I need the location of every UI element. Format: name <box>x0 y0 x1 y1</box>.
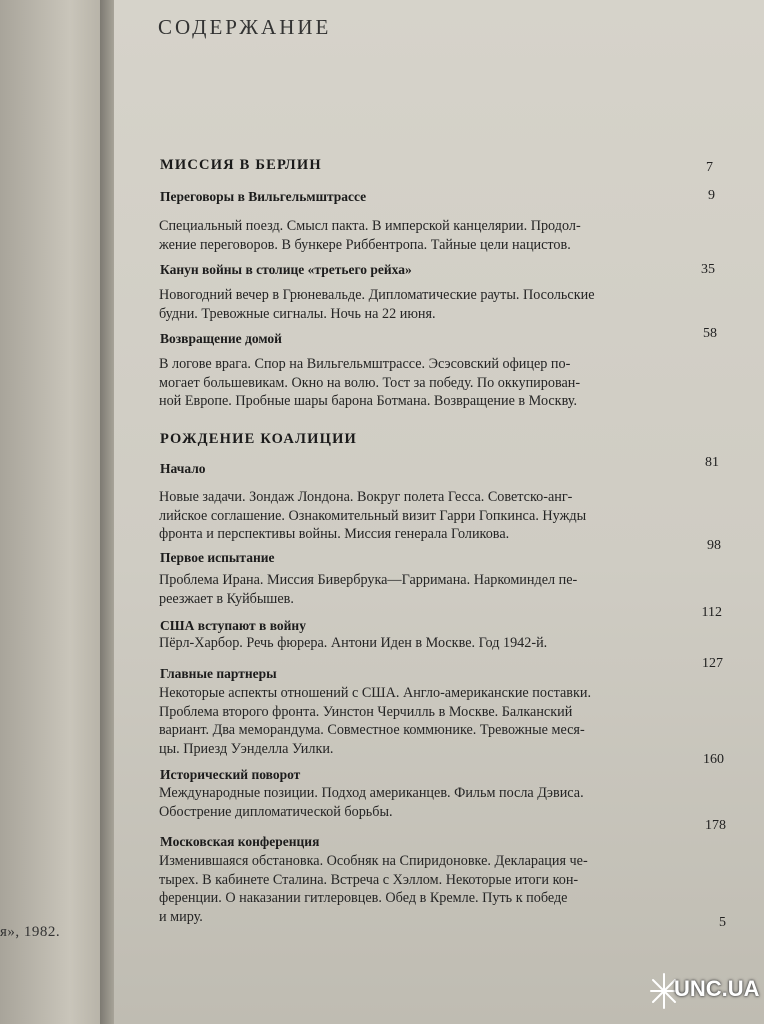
chapter-title: Канун войны в столице «третьего рейха» <box>160 262 412 277</box>
previous-page <box>0 0 100 1024</box>
chapter-description <box>159 684 591 758</box>
description-line: ной Европе. Пробные шары барона Ботмана. Возвращение в Москву. <box>159 393 578 409</box>
description-line: лийское соглашение. Ознакомительный визит Гарри Гопкинса. Нужды <box>159 507 587 524</box>
description-line: цы. Приезд Уэнделла Уилки. <box>159 740 334 757</box>
page-title: СОДЕРЖАНИЕ <box>158 15 332 39</box>
description-line: В логове врага. Спор на Вильгельмштрассе. Эсэсовский офицер по- <box>159 356 571 372</box>
chapter-title: США вступают в войну <box>160 618 306 633</box>
chapter-description <box>159 852 588 926</box>
description-line: реезжает в Куйбышев. <box>159 590 294 607</box>
description-line: Специальный поезд. Смысл пакта. В имперской канцелярии. Продол- <box>159 218 581 234</box>
description-line: Новые задачи. Зондаж Лондона. Вокруг полета Гесса. Советско-анг- <box>159 489 573 505</box>
chapter-page-number: 98 <box>707 538 721 553</box>
part-page-number: 7 <box>706 160 713 175</box>
description-line: Международные позиции. Подход американцев. Фильм посла Дэвиса. <box>159 785 584 801</box>
description-line: Новогодний вечер в Грюневальде. Дипломатические рауты. Посольские <box>159 287 595 303</box>
chapter-page-number: 112 <box>701 605 722 620</box>
chapter-page-number: 178 <box>705 818 726 833</box>
description-line: и миру. <box>159 908 203 925</box>
description-line: Некоторые аспекты отношений с США. Англо-американские поставки. <box>159 685 591 701</box>
chapter-title: Главные партнеры <box>160 666 277 681</box>
chapter-description <box>159 488 586 544</box>
chapter-page-number: 58 <box>703 326 717 341</box>
description-line: могает большевикам. Окно на волю. Тост за победу. По оккупирован- <box>159 374 581 391</box>
part-heading: РОЖДЕНИЕ КОАЛИЦИИ <box>160 431 358 447</box>
chapter-title: Московская конференция <box>160 834 320 849</box>
chapter-description <box>159 286 595 323</box>
description-line: Проблема Ирана. Миссия Бивербрука—Гарримана. Наркоминдел пе- <box>159 572 578 588</box>
chapter-page-number: 127 <box>702 656 723 671</box>
chapter-page-number: 35 <box>701 262 715 277</box>
chapter-title: Переговоры в Вильгельмштрассе <box>160 189 367 204</box>
description-line: вариант. Два меморандума. Совместное коммюнике. Тревожные меся- <box>159 722 585 738</box>
chapter-description <box>159 571 577 608</box>
chapter-title: Первое испытание <box>160 550 275 565</box>
description-line: Пёрл-Харбор. Речь фюрера. Антони Иден в Москве. Год 1942-й. <box>159 635 548 651</box>
chapter-title: Начало <box>160 461 206 476</box>
description-line: ференции. О наказании гитлеровцев. Обед в Кремле. Путь к победе <box>159 890 568 906</box>
watermark-text: UNC.UA <box>674 976 760 1001</box>
contents-page <box>114 0 764 1024</box>
chapter-description <box>159 355 580 411</box>
description-line: фронта и перспективы войны. Миссия генерала Голикова. <box>159 526 510 542</box>
chapter-page-number: 160 <box>703 752 724 767</box>
chapter-description <box>159 784 584 821</box>
book-gutter <box>100 0 114 1024</box>
chapter-title: Возвращение домой <box>160 331 282 346</box>
chapter-description <box>159 217 581 254</box>
description-line: Изменившаяся обстановка. Особняк на Спиридоновке. Декларация че- <box>159 853 588 869</box>
description-line: Обострение дипломатической борьбы. <box>159 803 393 820</box>
description-line: жение переговоров. В бункере Риббентропа. Тайные цели нацистов. <box>159 236 571 253</box>
chapter-page-number: 9 <box>708 188 715 203</box>
previous-page-text: я», 1982. <box>0 924 61 940</box>
part-heading: МИССИЯ В БЕРЛИН <box>160 157 322 173</box>
description-line: тырех. В кабинете Сталина. Встреча с Хэллом. Некоторые итоги кон- <box>159 871 579 888</box>
chapter-title: Исторический поворот <box>160 767 301 782</box>
watermark <box>648 968 764 1016</box>
chapter-page-number: 81 <box>705 455 719 470</box>
description-line: Проблема второго фронта. Уинстон Черчилль в Москве. Балканский <box>159 703 573 720</box>
footer-page-number: 5 <box>719 915 726 930</box>
chapter-description <box>159 634 547 653</box>
description-line: будни. Тревожные сигналы. Ночь на 22 июня. <box>159 305 436 322</box>
